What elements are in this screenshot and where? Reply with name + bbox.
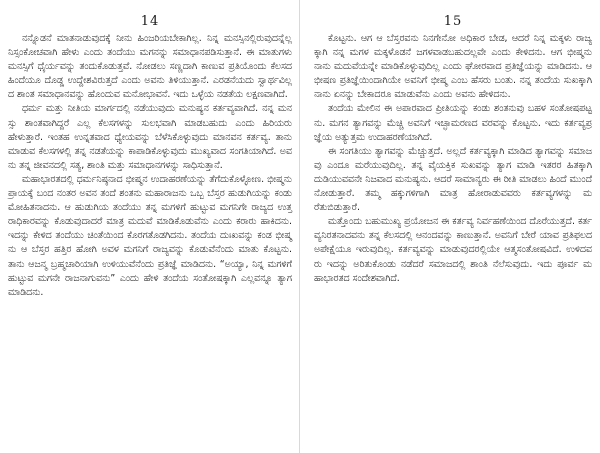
page-body <box>8 32 292 300</box>
page-body <box>314 32 592 286</box>
paragraph: ತಂದೆಯ ಮೇಲಿನ ಈ ಅಪಾರವಾದ ಪ್ರೀತಿಯನ್ನು ಕಂಡು ಶಂತನುವು ಬಹಳ ಸಂತೋಷಪಟ್ಟನು. ಮಗನ ತ್ಯಾಗವನ್ನು ಮೆಚ್ಚಿ ಅವನಿಗೆ ಇಚ್ಛಾಮರಣದ ವರವನ್ನು ಕೊಟ್ಟನು. ಇದು ಕರ್ತವ್ಯಪ್ರಜ್ಞೆಯ ಅತ್ಯುತ್ತಮ ಉದಾಹರಣೆಯಾಗಿದೆ. <box>314 103 592 143</box>
paragraph: ಧರ್ಮ ಮತ್ತು ನೀತಿಯ ಮಾರ್ಗದಲ್ಲಿ ನಡೆಯುವುದು ಮನುಷ್ಯನ ಕರ್ತವ್ಯವಾಗಿದೆ. ನನ್ನ ಮನಸ್ಸು ಶಾಂತವಾಗಿದ್ದರೆ ಎಲ್ಲ ಕೆಲಸಗಳನ್ನು ಸುಲಭವಾಗಿ ಮಾಡಬಹುದು ಎಂದು ಹಿರಿಯರು ಹೇಳುತ್ತಾರೆ. ಇಂತಹ ಉನ್ನತವಾದ ಧ್ಯೇಯವನ್ನು ಬೆಳೆಸಿಕೊಳ್ಳುವುದು ಮಾನವನ ಕರ್ತವ್ಯ. ತಾನು ಮಾಡುವ ಕೆಲಸಗಳಲ್ಲಿ ತನ್ನ ನಡತೆಯನ್ನು ಕಾಪಾಡಿಕೊಳ್ಳುವುದು ಮುಖ್ಯವಾದ ಸಂಗತಿಯಾಗಿದೆ. ಅವನು ತನ್ನ ಜೀವನದಲ್ಲಿ ಸತ್ಯ, ಶಾಂತಿ ಮತ್ತು ಸಮಾಧಾನಗಳನ್ನು ಸಾಧಿಸುತ್ತಾನೆ. <box>8 103 292 171</box>
page-number: 14 <box>140 14 160 29</box>
paragraph: ಈ ಸಂಗತಿಯು ತ್ಯಾಗವನ್ನು ಮೆಚ್ಚುತ್ತದೆ. ಅಲ್ಲದೆ ಕರ್ತವ್ಯಕ್ಕಾಗಿ ಮಾಡಿದ ತ್ಯಾಗವನ್ನು ಸಮಾಜವು ಎಂದೂ ಮರೆಯುವುದಿಲ್ಲ. ತನ್ನ ವೈಯಕ್ತಿಕ ಸುಖವನ್ನು ತ್ಯಾಗ ಮಾಡಿ ಇತರರ ಹಿತಕ್ಕಾಗಿ ದುಡಿಯುವವನೇ ನಿಜವಾದ ಮನುಷ್ಯನು. ಆದರೆ ಸಾಮಾನ್ಯರು ಈ ರೀತಿ ಮಾಡಲು ಹಿಂದೆ ಮುಂದೆ ನೋಡುತ್ತಾರೆ. ತಮ್ಮ ಹಕ್ಕುಗಳಿಗಾಗಿ ಮಾತ್ರ ಹೋರಾಡುವವರು ಕರ್ತವ್ಯಗಳನ್ನು ಮರೆತುಬಿಡುತ್ತಾರೆ. <box>314 145 593 214</box>
paragraph: ಮತ್ತೊಂದು ಬಹುಮುಖ್ಯ ಪ್ರಯೋಜನ ಈ ಕರ್ತವ್ಯ ನಿರ್ವಹಣೆಯಿಂದ ದೊರೆಯುತ್ತದೆ. ಕರ್ತವ್ಯನಿರತನಾದವನು ತನ್ನ ಕೆಲಸದಲ್ಲಿ ಆನಂದವನ್ನು ಕಾಣುತ್ತಾನೆ. ಅವನಿಗೆ ಬೇರೆ ಯಾವ ಪ್ರತಿಫಲದ ಅಪೇಕ್ಷೆಯೂ ಇರುವುದಿಲ್ಲ. ಕರ್ತವ್ಯವನ್ನು ಮಾಡುವುದರಲ್ಲಿಯೇ ಆತ್ಮಸಂತೋಷವಿದೆ. ಉಳಿದವರು ಇದನ್ನು ಅರಿತುಕೊಂಡು ನಡೆದರೆ ಸಮಾಜದಲ್ಲಿ ಶಾಂತಿ ನೆಲೆಸುವುದು. ಇದು ಪೂರ್ವ ಮಹಾಭಾರತದ ಸಂದೇಶವಾಗಿದೆ. <box>314 216 592 284</box>
paragraph: ಕೊಟ್ಟನು. ಆಗ ಆ ಬೆಸ್ತರವನು ನಿನಗೇನೋ ಅಧಿಕಾರ ಬೇಡ, ಆದರೆ ನಿನ್ನ ಮಕ್ಕಳು ರಾಜ್ಯಕ್ಕಾಗಿ ನನ್ನ ಮಗಳ ಮಕ್ಕಳೊಡನೆ ಜಗಳವಾಡಬಹುದಲ್ಲವೇ ಎಂದು ಕೇಳಿದನು. ಆಗ ಭೀಷ್ಮನು ನಾನು ಮದುವೆಯನ್ನೇ ಮಾಡಿಕೊಳ್ಳುವುದಿಲ್ಲ ಎಂದು ಘೋರವಾದ ಪ್ರತಿಜ್ಞೆಯನ್ನು ಮಾಡಿದನು. ಆ ಭೀಷಣ ಪ್ರತಿಜ್ಞೆಯಿಂದಾಗಿಯೇ ಅವನಿಗೆ ಭೀಷ್ಮ ಎಂಬ ಹೆಸರು ಬಂತು. ನನ್ನ ತಂದೆಯ ಸುಖಕ್ಕಾಗಿ ನಾನು ಏನನ್ನು ಬೇಕಾದರೂ ಮಾಡುವೆನು ಎಂದು ಅವನು ಹೇಳಿದನು. <box>314 33 592 101</box>
page-number: 15 <box>443 14 463 29</box>
right-page <box>300 0 600 453</box>
paragraph: ಮಹಾಭಾರತದಲ್ಲಿ ಧರ್ಮನಿಷ್ಠನಾದ ಭೀಷ್ಮನ ಉದಾಹರಣೆಯನ್ನು ತೆಗೆದುಕೊಳ್ಳೋಣ. ಭೀಷ್ಮನು ಪ್ರಾಯಕ್ಕೆ ಬಂದ ನಂತರ ಅವನ ತಂದೆ ಶಂತನು ಮಹಾರಾಜನು ಒಬ್ಬ ಬೆಸ್ತರ ಹುಡುಗಿಯನ್ನು ಕಂಡು ಮೋಹಿತನಾದನು. ಆ ಹುಡುಗಿಯ ತಂದೆಯು ತನ್ನ ಮಗಳಿಗೆ ಹುಟ್ಟುವ ಮಗನಿಗೇ ರಾಜ್ಯದ ಉತ್ತರಾಧಿಕಾರವನ್ನು ಕೊಡುವುದಾದರೆ ಮಾತ್ರ ಮದುವೆ ಮಾಡಿಕೊಡುವೆನು ಎಂದು ಕರಾರು ಹಾಕಿದನು. ಇದನ್ನು ಕೇಳಿದ ತಂದೆಯು ಚಿಂತೆಯಿಂದ ಕೊರಗತೊಡಗಿದನು. ತಂದೆಯ ದುಃಖವನ್ನು ಕಂಡ ಭೀಷ್ಮನು ಆ ಬೆಸ್ತರ ಹತ್ತಿರ ಹೋಗಿ ಅವಳ ಮಗನಿಗೆ ರಾಜ್ಯವನ್ನು ಕೊಡುವೆನೆಂದು ಮಾತು ಕೊಟ್ಟನು. ತಾನು ಆಜನ್ಮ ಬ್ರಹ್ಮಚಾರಿಯಾಗಿ ಉಳಿಯುವೆನೆಂದು ಪ್ರತಿಜ್ಞೆ ಮಾಡಿದನು. “ಅಯ್ಯಾ, ನಿನ್ನ ಮಗಳಿಗೆ ಹುಟ್ಟುವ ಮಗನೇ ರಾಜನಾಗುವನು” ಎಂದು ಹೇಳಿ ತಂದೆಯ ಸಂತೋಷಕ್ಕಾಗಿ ಎಲ್ಲವನ್ನೂ ತ್ಯಾಗ ಮಾಡಿದನು. <box>8 173 292 298</box>
paragraph: ನನ್ನೊಡನೆ ಮಾತನಾಡುವುದಕ್ಕೆ ನೀನು ಹಿಂಜರಿಯಬೇಕಾಗಿಲ್ಲ. ನಿನ್ನ ಮನಸ್ಸಿನಲ್ಲಿರುವುದನ್ನೆಲ್ಲ ನಿಸ್ಸಂಕೋಚವಾಗಿ ಹೇಳು ಎಂದು ತಂದೆಯು ಮಗನನ್ನು ಸಮಾಧಾನಪಡಿಸುತ್ತಾನೆ. ಈ ಮಾತುಗಳು ಮನಸ್ಸಿಗೆ ಧೈರ್ಯವನ್ನು ತಂದುಕೊಡುತ್ತವೆ. ನೋಡಲು ಸಣ್ಣದಾಗಿ ಕಾಣುವ ಪ್ರತಿಯೊಂದು ಕೆಲಸದ ಹಿಂದೆಯೂ ದೊಡ್ಡ ಉದ್ದೇಶವಿರುತ್ತದೆ ಎಂದು ಅವನು ತಿಳಿಯುತ್ತಾನೆ. ಎರಡನೆಯದು ಸ್ವಾರ್ಥವಿಲ್ಲದ ಶಾಂತ ಸಮಾಧಾನವನ್ನು ಹೊಂದುವ ಮನೋಭಾವನೆ. ಇದು ಒಳ್ಳೆಯ ನಡತೆಯ ಲಕ್ಷಣವಾಗಿದೆ. <box>8 33 292 101</box>
